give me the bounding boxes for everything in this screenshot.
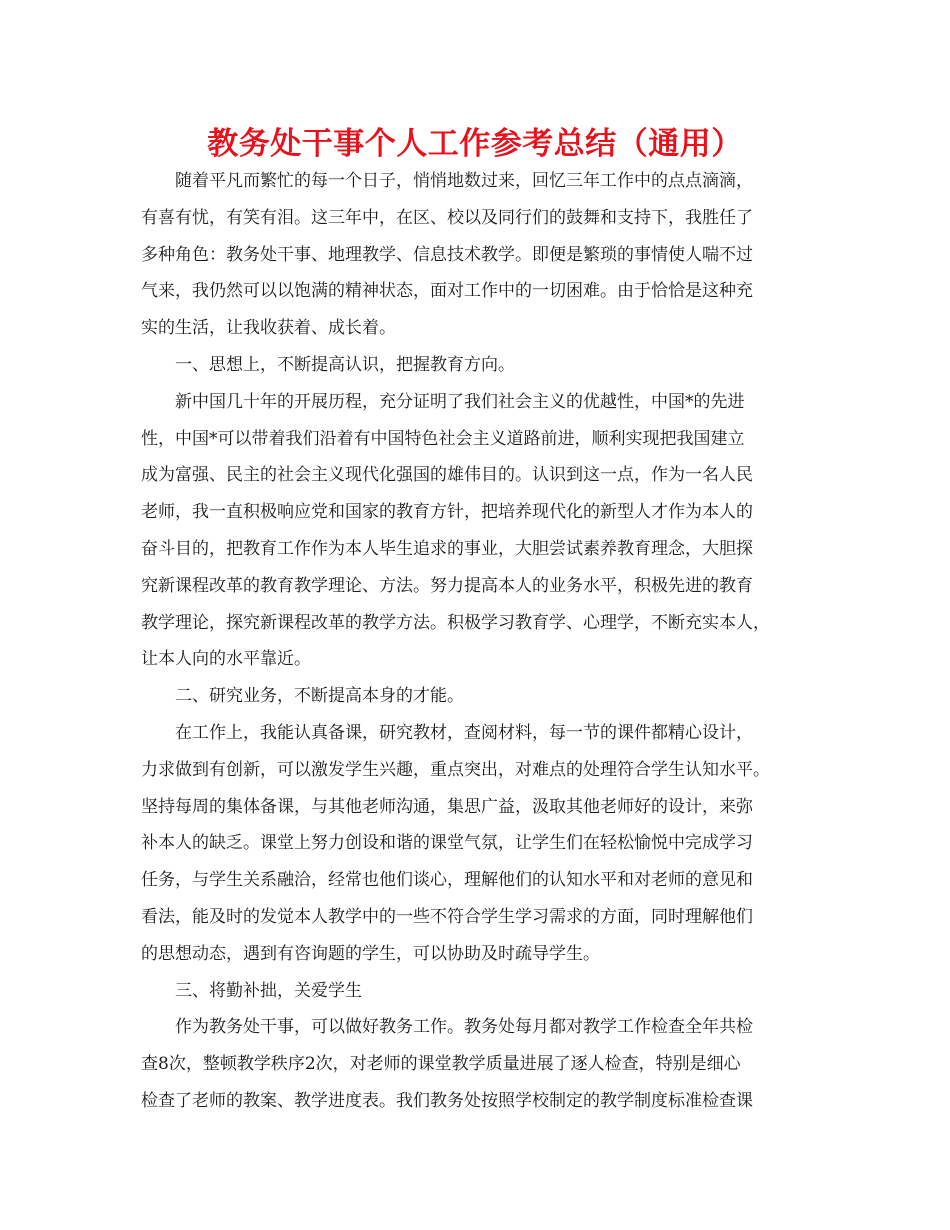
text-line: 性，中国*可以带着我们沿着有中国特色社会主义道路前进，顺利实现把我国建立 (141, 428, 745, 449)
text-line: 让本人向的水平靠近。 (141, 649, 311, 670)
text-line: 的思想动态，遇到有咨询题的学生，可以协助及时疏导学生。 (141, 943, 600, 964)
text-line: 随着平凡而繁忙的每一个日子，悄悄地数过来，回忆三年工作中的点点滴滴， (175, 171, 753, 191)
text-line: 坚持每周的集体备课，与其他老师沟通，集思广益，汲取其他老师好的设计，来弥 (141, 796, 753, 817)
text-line: 力求做到有创新，可以激发学生兴趣，重点突出，对难点的处理符合学生认知水平。 (141, 759, 770, 780)
text-line: 在工作上，我能认真备课，研究教材，查阅材料，每一节的课件都精心设计， (175, 722, 753, 743)
text-line: 一、思想上，不断提高认识，把握教育方向。 (175, 354, 515, 375)
text-line: 检查了老师的教案、教学进度表。我们教务处按照学校制定的教学制度标准检查课 (141, 1090, 753, 1111)
text-line: 教学理论，探究新课程改革的教学方法。积极学习教育学、心理学，不断充实本人， (141, 612, 770, 633)
text-line: 究新课程改革的教育教学理论、方法。努力提高本人的业务水平，积极先进的教育 (141, 575, 753, 596)
text-line: 老师，我一直积极响应党和国家的教育方针，把培养现代化的新型人才作为本人的 (141, 502, 753, 523)
text-line: 气来，我仍然可以以饱满的精神状态，面对工作中的一切困难。由于恰恰是这种充 (141, 281, 753, 302)
text-line: 查8次，整顿教学秩序2次，对老师的课堂教学质量进展了逐人检查，特别是细心 (141, 1054, 741, 1075)
text-line: 看法，能及时的发觉本人教学中的一些不符合学生学习需求的方面，同时理解他们 (141, 906, 753, 927)
text-line: 有喜有忧，有笑有泪。这三年中，在区、校以及同行们的鼓舞和支持下，我胜任了 (141, 207, 753, 228)
text-line: 新中国几十年的开展历程，充分证明了我们社会主义的优越性，中国*的先进 (175, 391, 745, 412)
text-line: 实的生活，让我收获着、成长着。 (141, 318, 396, 339)
text-line: 成为富强、民主的社会主义现代化强国的雄伟目的。认识到这一点，作为一名人民 (141, 465, 753, 486)
document-body (141, 163, 806, 1120)
text-line: 补本人的缺乏。课堂上努力创设和谐的课堂气氛，让学生们在轻松愉悦中完成学习 (141, 833, 753, 854)
text-line: 作为教务处干事，可以做好教务工作。教务处每月都对教学工作检查全年共检 (175, 1017, 753, 1038)
page-title: 教务处干事个人工作参考总结（通用） (207, 126, 743, 162)
text-line: 二、研究业务，不断提高本身的才能。 (175, 686, 464, 707)
text-line: 奋斗目的，把教育工作作为本人毕生追求的事业，大胆尝试素养教育理念，大胆探 (141, 538, 753, 559)
text-line: 多种角色：教务处干事、地理教学、信息技术教学。即便是繁琐的事情使人喘不过 (141, 244, 753, 265)
text-line: 三、将勤补拙，关爱学生 (175, 980, 362, 1001)
text-line: 任务，与学生关系融洽，经常也他们谈心，理解他们的认知水平和对老师的意见和 (141, 870, 753, 891)
